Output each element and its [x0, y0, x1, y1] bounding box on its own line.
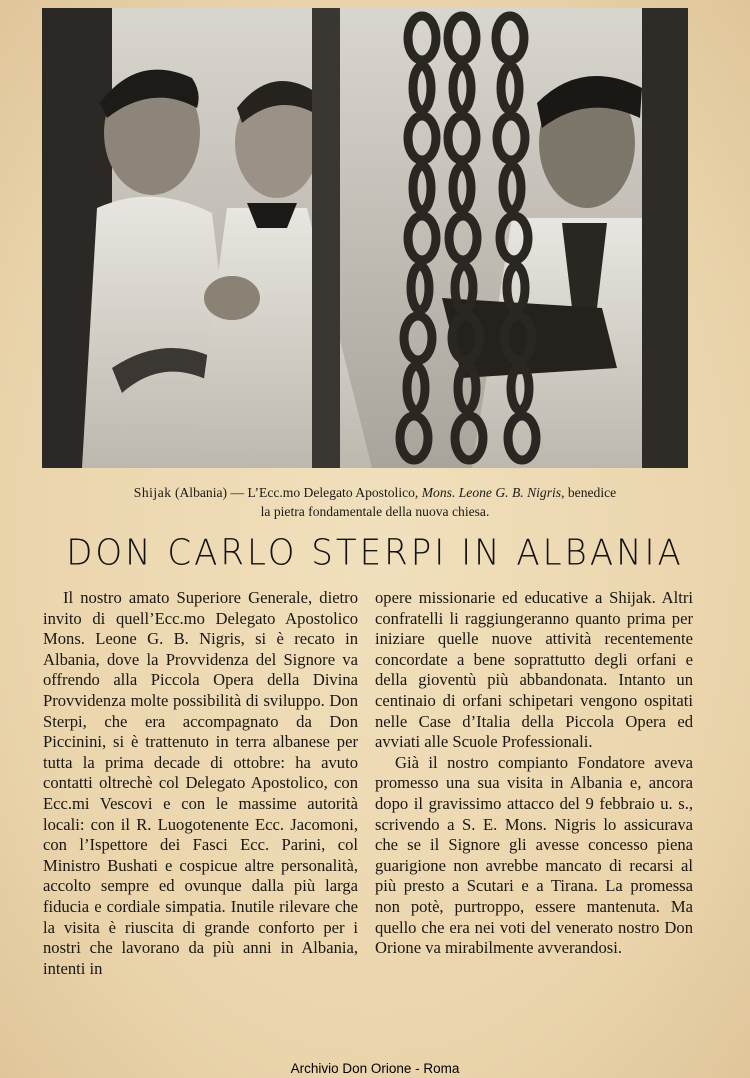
caption-line-2: la pietra fondamentale della nuova chiesa. [260, 504, 490, 519]
caption-name: Mons. Leone G. B. Nigris [421, 485, 562, 500]
archive-footer: Archivio Don Orione - Roma [290, 1061, 460, 1076]
article-title: DON CARLO STERPI IN ALBANIA [66, 532, 684, 574]
article-paragraph-2: Già il nostro compianto Fondatore aveva promesso una sua visita in Albania e, ancora dopo il gravissimo attacco del 9 febbraio u. s., scrivendo a S. E. Mons. Nigris lo assicurava che se il Signore gli avesse concesso piena guarigione non avrebbe mancato di recarsi al più presto a Scutari e a Tirana. La promessa non potè, purtroppo, essere mantenuta. Ma quello che era nei voti del venerato nostro Don Orione va mirabilmente avverandosi. [375, 752, 693, 958]
caption-country: (Albania) [174, 485, 228, 500]
caption-intro: — L’Ecc.mo Delegato Apostolico, [227, 485, 422, 500]
article-column-left [43, 588, 358, 979]
caption-verb: , benedice [561, 485, 617, 500]
ceremony-photograph [42, 8, 688, 468]
article-column-right [375, 588, 693, 959]
photograph-icon [42, 8, 688, 468]
article-paragraph-1-continued: opere missionarie ed educative a Shijak. Altri confratelli li raggiungeranno quanto prima per iniziare quelle nuove attività recentemente concordate a bene soprattutto degli orfani e della gioventù più abbandonata. Intanto un centinaio di orfani schipetari vengono ospitati nelle Case d’Italia della Piccola Opera ed avviati alle Scuole Professionali. [375, 588, 693, 752]
photo-caption [30, 483, 720, 521]
caption-place: Shijak [133, 485, 172, 500]
article-paragraph-1: Il nostro amato Superiore Generale, dietro invito di quell’Ecc.mo Delegato Apostolico Mons. Leone G. B. Nigris, si è recato in Albania, dove la Provvidenza del Signore va offrendo alla Piccola Opera della Divina Provvidenza molte possibilità di sviluppo. Don Sterpi, che era accompagnato da Don Piccinini, si è trattenuto in terra albanese per tutta la prima decade di ottobre: ha avuto contatti oltrechè col Delegato Apostolico, con Ecc.mi Vescovi e con le massime autorità locali: con il R. Luogotenente Ecc. Jacomoni, con l’Ispettore dei Fasci Ecc. Parini, col Ministro Bushati e cospicue altre personalità, accolto sempre ed ovunque dalla più larga fiducia e cordiale simpatia. Inutile rilevare che la visita è riuscita di grande conforto per i nostri che lavorano da più anni in Albania, intenti in [43, 588, 358, 978]
